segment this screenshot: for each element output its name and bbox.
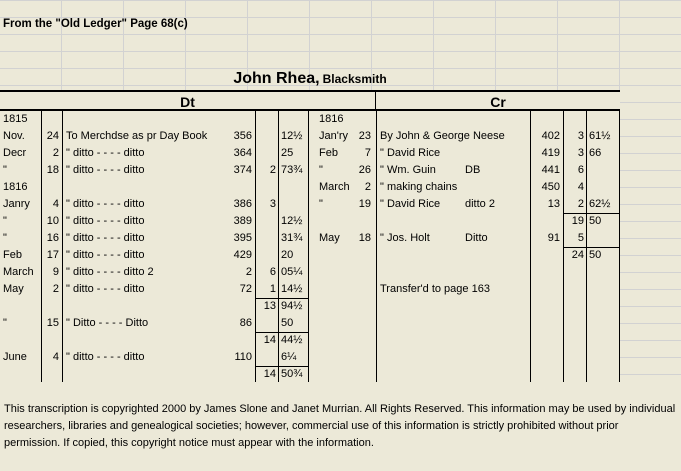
debit-year-cell: " bbox=[3, 215, 7, 227]
column-divider bbox=[62, 111, 63, 382]
ledger-table bbox=[0, 90, 620, 382]
credit-desc-cell: " David Rice bbox=[380, 147, 441, 159]
debit-desc-cell: " ditto - - - - ditto 2 bbox=[66, 266, 154, 278]
debit-day-cell: 17 bbox=[46, 249, 59, 261]
debit-d-cell: 6¼ bbox=[281, 351, 297, 363]
credit-d-cell: 50 bbox=[589, 215, 602, 227]
debit-b-cell: 364 bbox=[233, 147, 252, 159]
credit-c-cell: 3 bbox=[577, 147, 584, 159]
debit-day-cell: 4 bbox=[52, 351, 59, 363]
credit-year-cell: 1816 bbox=[319, 113, 344, 125]
credit-ref-cell: Ditto bbox=[465, 232, 488, 244]
credit-d-cell: 62½ bbox=[589, 198, 611, 210]
debit-year-cell: 1816 bbox=[3, 181, 28, 193]
debit-year-cell: Decr bbox=[3, 147, 27, 159]
debit-c-cell: 2 bbox=[269, 164, 276, 176]
debit-d-cell: 20 bbox=[281, 249, 294, 261]
debit-b-cell: 72 bbox=[239, 283, 252, 295]
credit-year-cell: Feb bbox=[319, 147, 338, 159]
debit-year-cell: May bbox=[3, 283, 24, 295]
credit-ref-cell: ditto 2 bbox=[465, 198, 495, 210]
debit-b-cell: 110 bbox=[234, 351, 252, 363]
credit-day-cell: 23 bbox=[358, 130, 371, 142]
column-divider bbox=[278, 111, 279, 382]
debit-year-cell: March bbox=[3, 266, 34, 278]
copyright-notice: This transcription is copyrighted 2000 by James Slone and Janet Murrian. All Rights Reserved. This information may be used by individual researchers, libraries and genealogical societies; however, commercial use of this information is strictly prohibited without prior permission. If copied, this copyright notice must appear with the information. bbox=[0, 382, 681, 471]
debit-c-cell: 3 bbox=[269, 198, 276, 210]
credit-c-cell: 4 bbox=[577, 181, 584, 193]
credit-c-cell: 2 bbox=[577, 198, 584, 210]
debit-desc-cell: " Ditto - - - - Ditto bbox=[66, 317, 149, 329]
credit-b-cell: 13 bbox=[547, 198, 560, 210]
debit-b-cell: 429 bbox=[233, 249, 252, 261]
debit-day-cell: 2 bbox=[52, 147, 59, 159]
credit-c-cell: 6 bbox=[577, 164, 584, 176]
debit-desc-cell: " ditto - - - - ditto bbox=[66, 283, 145, 295]
credit-desc-cell: By John & George Neese bbox=[380, 130, 505, 142]
debit-year-cell: Janry bbox=[3, 198, 30, 210]
credit-day-cell: 26 bbox=[358, 164, 371, 176]
credit-year-cell: Jan'ry bbox=[319, 130, 348, 142]
debit-d-cell: 50¾ bbox=[281, 368, 303, 380]
debit-d-cell: 31¾ bbox=[281, 232, 303, 244]
debit-desc-cell: To Merchdse as pr Day Book bbox=[66, 130, 208, 142]
debit-year-cell: " bbox=[3, 317, 7, 329]
debit-c-cell: 14 bbox=[263, 368, 276, 380]
debit-year-cell: " bbox=[3, 232, 7, 244]
credit-desc-cell: " David Rice bbox=[380, 198, 441, 210]
credit-ref-cell: DB bbox=[465, 164, 481, 176]
debit-d-cell: 73¾ bbox=[281, 164, 303, 176]
ledger-source-line: From the "Old Ledger" Page 68(c) bbox=[3, 18, 188, 30]
debit-day-cell: 24 bbox=[46, 130, 59, 142]
debit-day-cell: 16 bbox=[46, 232, 59, 244]
debit-b-cell: 356 bbox=[233, 130, 252, 142]
debit-c-cell: 1 bbox=[269, 283, 276, 295]
debit-year-cell: Feb bbox=[3, 249, 22, 261]
debit-b-cell: 374 bbox=[233, 164, 252, 176]
debit-desc-cell: " ditto - - - - ditto bbox=[66, 351, 145, 363]
credit-desc-cell: Transfer'd to page 163 bbox=[380, 283, 490, 295]
credit-c-cell: 19 bbox=[571, 215, 584, 227]
debit-day-cell: 2 bbox=[52, 283, 59, 295]
debit-c-cell: 14 bbox=[263, 334, 276, 346]
credit-day-cell: 18 bbox=[358, 232, 371, 244]
credit-c-cell: 3 bbox=[577, 130, 584, 142]
credit-desc-cell: " Wm. Guin bbox=[380, 164, 436, 176]
debit-d-cell: 14½ bbox=[281, 283, 303, 295]
credit-year-cell: May bbox=[319, 232, 340, 244]
debit-year-cell: 1815 bbox=[3, 113, 28, 125]
debit-b-cell: 2 bbox=[245, 266, 252, 278]
credit-desc-cell: " Jos. Holt bbox=[380, 232, 430, 244]
debit-d-cell: 12½ bbox=[281, 215, 303, 227]
credit-header: Cr bbox=[376, 90, 620, 111]
debit-d-cell: 50 bbox=[281, 317, 294, 329]
credit-day-cell: 2 bbox=[364, 181, 371, 193]
debit-d-cell: 12½ bbox=[281, 130, 303, 142]
debit-d-cell: 05¼ bbox=[281, 266, 303, 278]
debit-b-cell: 395 bbox=[233, 232, 252, 244]
credit-c-cell: 5 bbox=[577, 232, 584, 244]
credit-year-cell: " bbox=[319, 164, 323, 176]
debit-day-cell: 9 bbox=[52, 266, 59, 278]
debit-desc-cell: " ditto - - - - ditto bbox=[66, 215, 145, 227]
debit-desc-cell: " ditto - - - - ditto bbox=[66, 147, 145, 159]
credit-d-cell: 66 bbox=[589, 147, 602, 159]
debit-desc-cell: " ditto - - - - ditto bbox=[66, 232, 145, 244]
debit-day-cell: 4 bbox=[52, 198, 59, 210]
debit-b-cell: 86 bbox=[239, 317, 252, 329]
column-divider bbox=[376, 111, 377, 382]
credit-c-cell: 24 bbox=[571, 249, 584, 261]
credit-d-cell: 50 bbox=[589, 249, 602, 261]
credit-b-cell: 402 bbox=[541, 130, 560, 142]
credit-b-cell: 419 bbox=[541, 147, 560, 159]
column-divider bbox=[619, 111, 620, 382]
credit-b-cell: 441 bbox=[541, 164, 560, 176]
debit-header: Dt bbox=[0, 90, 376, 111]
debit-desc-cell: " ditto - - - - ditto bbox=[66, 249, 145, 261]
debit-c-cell: 6 bbox=[269, 266, 276, 278]
debit-b-cell: 386 bbox=[233, 198, 252, 210]
credit-b-cell: 91 bbox=[547, 232, 560, 244]
column-divider bbox=[308, 111, 309, 382]
account-role: Blacksmith bbox=[322, 72, 387, 86]
debit-year-cell: Nov. bbox=[3, 130, 25, 142]
debit-desc-cell: " ditto - - - - ditto bbox=[66, 198, 145, 210]
credit-day-cell: 7 bbox=[364, 147, 371, 159]
debit-desc-cell: " ditto - - - - ditto bbox=[66, 164, 145, 176]
debit-year-cell: June bbox=[3, 351, 27, 363]
credit-year-cell: March bbox=[319, 181, 350, 193]
credit-year-cell: " bbox=[319, 198, 323, 210]
debit-d-cell: 25 bbox=[281, 147, 294, 159]
debit-day-cell: 15 bbox=[46, 317, 59, 329]
credit-b-cell: 450 bbox=[541, 181, 560, 193]
credit-d-cell: 61½ bbox=[589, 130, 611, 142]
debit-c-cell: 13 bbox=[263, 300, 276, 312]
account-heading bbox=[0, 70, 620, 88]
credit-day-cell: 19 bbox=[358, 198, 371, 210]
debit-d-cell: 94½ bbox=[281, 300, 303, 312]
debit-day-cell: 10 bbox=[46, 215, 59, 227]
debit-d-cell: 44½ bbox=[281, 334, 303, 346]
debit-year-cell: " bbox=[3, 164, 7, 176]
debit-b-cell: 389 bbox=[233, 215, 252, 227]
account-name: John Rhea, bbox=[233, 70, 320, 87]
debit-day-cell: 18 bbox=[46, 164, 59, 176]
credit-desc-cell: " making chains bbox=[380, 181, 458, 193]
